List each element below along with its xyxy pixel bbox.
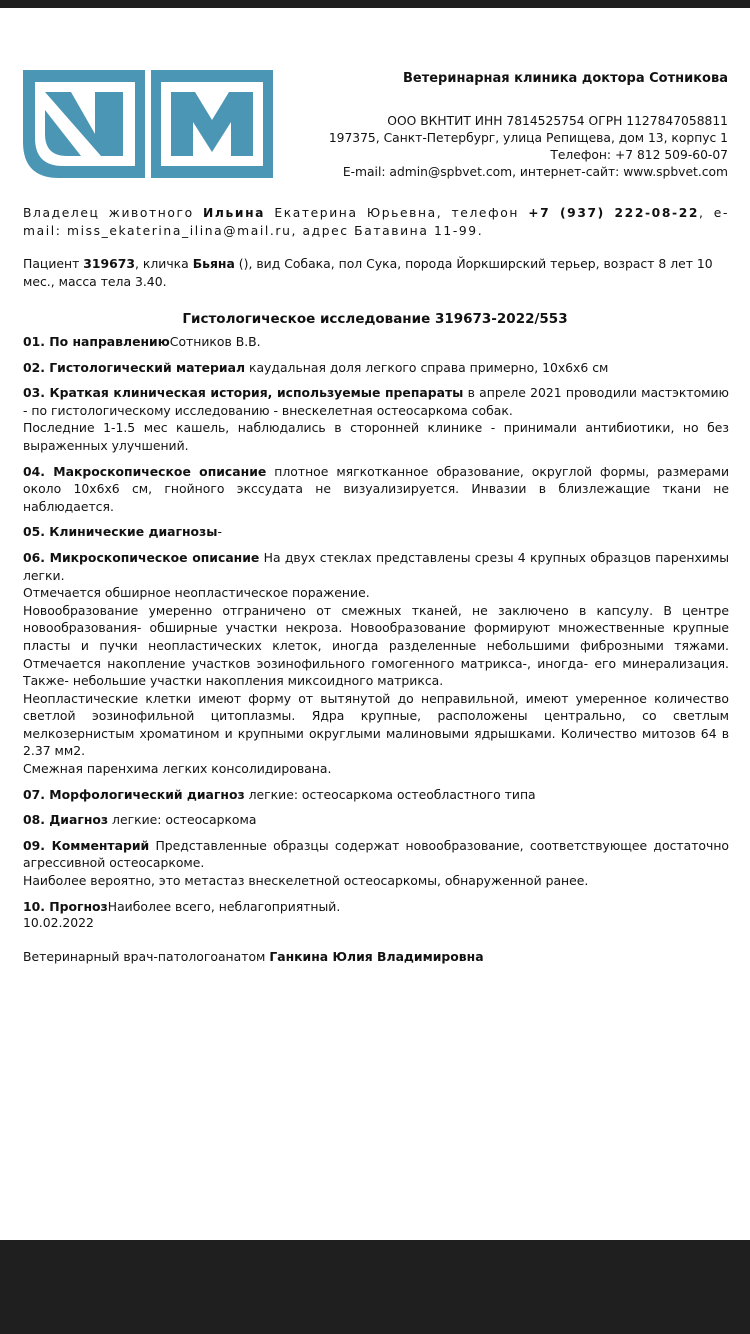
patient-info — [23, 255, 729, 290]
report-sections — [23, 333, 729, 923]
section-heading: 06. Микроскопическое описание — [23, 549, 260, 565]
section-text: в апреле 2021 проводили мастэктомию - по гистологическому исследованию - внескелетная остеосаркома собак. — [23, 385, 729, 418]
clinic-logo — [23, 70, 273, 178]
clinic-info — [329, 70, 728, 181]
status-bar — [0, 0, 750, 8]
section-text: Неопластические клетки имеют форму от вытянутой до неправильной, имеют умеренное количество светлой эозинофильной цитоплазмы. Ядра крупные, расположены центрально, со светлым мелкозернистым хроматином и крупными округлыми малиновыми ядрышками. Количество митозов 64 в 2.37 мм2. — [23, 690, 729, 759]
section-07 — [23, 786, 729, 804]
bottom-bar — [0, 1240, 750, 1334]
owner-label-2: Екатерина Юрьевна, телефон — [265, 206, 529, 220]
section-09 — [23, 837, 729, 890]
doctor-signature — [23, 948, 729, 966]
section-text: Отмечается обширное неопластическое поражение. — [23, 585, 370, 601]
section-text: плотное мягкотканное образование, округлой формы, размерами около 10х6х6 см, гнойного экссудата не визуализируется. Инвазии в близлежащие ткани не наблюдается. — [23, 463, 729, 514]
section-03 — [23, 384, 729, 454]
section-text: На двух стеклах представлены срезы 4 крупных образцов паренхимы легки. — [23, 549, 729, 583]
section-text: Представленные образцы содержат новообразование, соответствующее достаточно агрессивной остеосаркоме. — [23, 837, 730, 871]
clinic-name: Ветеринарная клиника доктора Сотникова — [402, 71, 728, 86]
section-text: легкие: остеосаркома — [108, 812, 257, 828]
section-01 — [23, 333, 729, 351]
document-page — [0, 8, 750, 1240]
section-text: Последние 1-1.5 мес кашель, наблюдались в сторонней клинике - принимали антибиотики, но без выраженных улучшений. — [23, 420, 729, 453]
section-heading: 08. Диагноз — [23, 812, 109, 828]
owner-label: Владелец животного — [23, 206, 203, 220]
section-heading: 02. Гистологический материал — [23, 359, 246, 375]
patient-id: 319673 — [83, 256, 136, 271]
section-heading: 09. Комментарий — [23, 837, 150, 853]
section-text: каудальная доля легкого справа примерно, 10х6х6 см — [245, 359, 609, 375]
patient-label-2: , кличка — [135, 256, 193, 271]
clinic-phone: Телефон: +7 812 509-60-07 — [550, 148, 728, 162]
section-02 — [23, 359, 729, 377]
section-heading: 03. Краткая клиническая история, используемые препараты — [23, 385, 464, 401]
section-heading: 01. По направлению — [23, 334, 170, 349]
doctor-label: Ветеринарный врач-патологоанатом — [23, 949, 270, 964]
clinic-legal: ООО ВКНТИТ ИНН 7814525754 ОГРН 1127847058811 — [387, 114, 728, 128]
doctor-name: Ганкина Юлия Владимировна — [269, 949, 484, 964]
owner-contacts: , e-mail: miss_ekaterina_ilina@mail.ru, адрес Батавина 11-99. — [23, 206, 729, 238]
clinic-email: E-mail: admin@spbvet.com, интернет-сайт: www.spbvet.com — [342, 165, 728, 179]
section-04 — [23, 463, 729, 516]
section-heading: 05. Клинические диагнозы — [23, 524, 218, 540]
owner-surname: Ильина — [202, 206, 266, 220]
section-heading: 07. Морфологический диагноз — [23, 786, 245, 802]
patient-details: (), вид Собака, пол Сука, порода Йоркширский терьер, возраст 8 лет 10 мес., масса тела 3.40. — [23, 256, 713, 289]
section-text: Наиболее всего, неблагоприятный. — [107, 898, 341, 914]
owner-info — [23, 205, 729, 240]
section-text: легкие: остеосаркома остеобластного типа — [244, 786, 536, 802]
patient-label: Пациент — [23, 256, 84, 271]
section-06 — [23, 549, 729, 778]
clinic-address: 197375, Санкт-Петербург, улица Репищева, дом 13, корпус 1 — [328, 131, 728, 145]
section-text: - — [217, 524, 222, 540]
section-10 — [23, 898, 729, 916]
patient-name: Бьяна — [192, 256, 235, 271]
report-title: Гистологическое исследование 319673-2022/553 — [182, 311, 568, 327]
section-text: Наиболее вероятно, это метастаз внескелетной остеосаркомы, обнаруженной ранее. — [23, 873, 589, 889]
section-text: Сотников В.В. — [169, 334, 261, 349]
section-text: Новообразование умеренно отграничено от смежных тканей, не заключено в капсулу. В центре новообразования- обширные участки некроза. Новообразование формируют множественные крупные пласты и пучки неопластических клеток, иногда разделенные небольшими фиброзными тяжами. Отмечается накопление участков эозинофильного гомогенного матрикса-, иногда- его минерализация. Также- небольшие участки накопления миксоидного матрикса. — [23, 602, 729, 689]
section-heading: 10. Прогноз — [23, 898, 108, 914]
section-08 — [23, 811, 729, 829]
report-date: 10.02.2022 — [23, 915, 94, 930]
section-heading: 04. Макроскопическое описание — [23, 463, 267, 479]
section-text: Смежная паренхима легких консолидирована. — [23, 761, 332, 777]
owner-phone: +7 (937) 222-08-22 — [528, 206, 700, 220]
section-05 — [23, 523, 729, 541]
